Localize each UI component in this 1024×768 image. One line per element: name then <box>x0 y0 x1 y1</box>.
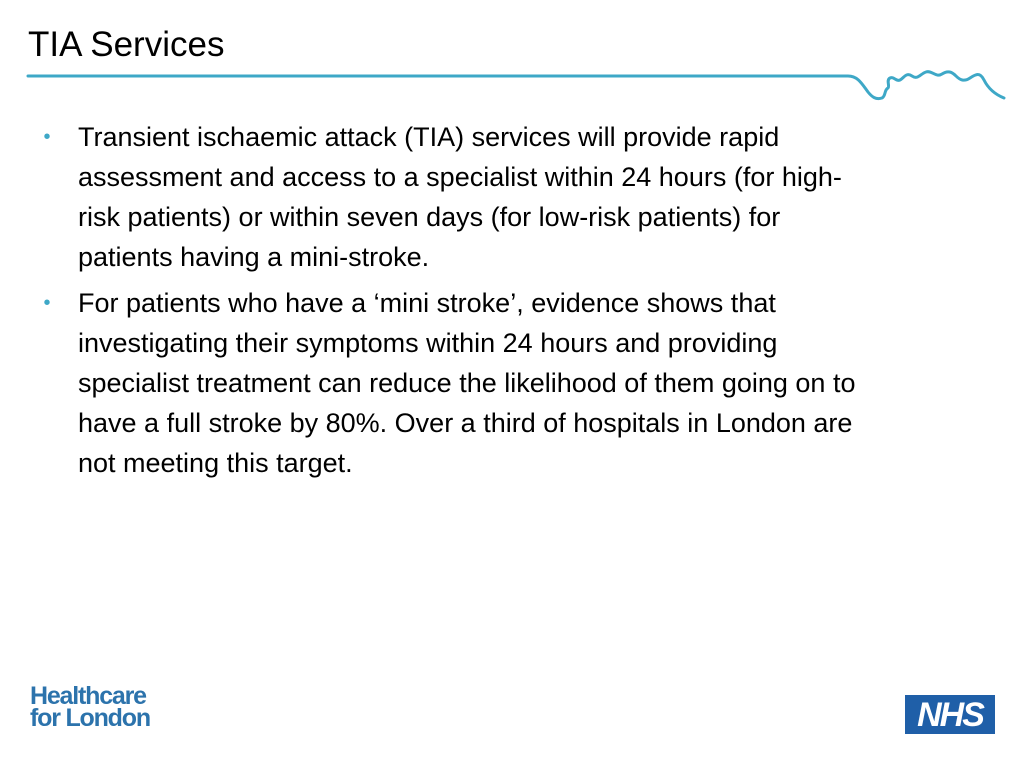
hfl-logo-line1: Healthcare <box>30 682 146 710</box>
bullet-text: Transient ischaemic attack (TIA) services will provide rapid assessment and access to a specialist within 24 hours (for high-risk patients) or within seven days (for low-risk patients) for patients having a mini-stroke. <box>78 122 842 272</box>
bullet-item <box>40 283 880 483</box>
bullet-marker: • <box>43 292 51 314</box>
bullet-list <box>40 117 880 489</box>
bullet-text: For patients who have a ‘mini stroke’, evidence shows that investigating their symptoms within 24 hours and providing specialist treatment can reduce the likelihood of them going on to have a full stroke by 80%. Over a third of hospitals in London are not meeting this target. <box>78 288 856 478</box>
hfl-logo-line2: for London <box>30 704 150 732</box>
healthcare-for-london-logo <box>30 682 150 732</box>
bullet-item <box>40 117 880 277</box>
nhs-logo: NHS <box>905 695 995 734</box>
slide-title: TIA Services <box>28 25 225 64</box>
bullet-marker: • <box>43 126 51 148</box>
